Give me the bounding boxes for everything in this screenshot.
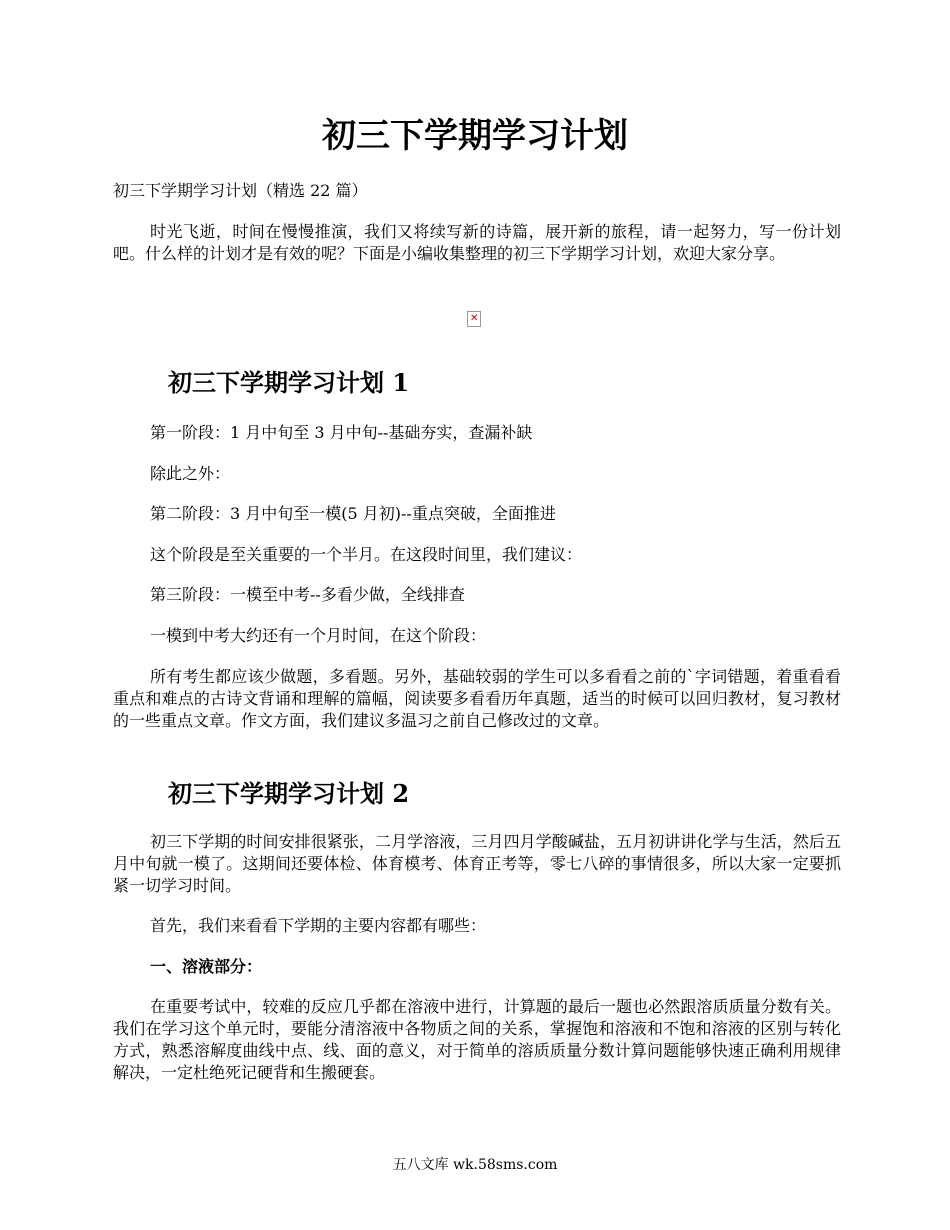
- section1-line-1: 第一阶段：1 月中旬至 3 月中旬--基础夯实，查漏补缺: [150, 423, 533, 442]
- page-footer: 五八文库 wk.58sms.com: [392, 1157, 558, 1173]
- intro-paragraph: 时光飞逝，时间在慢慢推演，我们又将续写新的诗篇，展开新的旅程，请一起努力，写一份计划吧。什么样的计划才是有效的呢？下面是小编收集整理的初三下学期学习计划，欢迎大家分享。: [113, 222, 841, 263]
- section1-line-2: 除此之外：: [150, 464, 231, 483]
- section1-line-6: 一模到中考大约还有一个月时间，在这个阶段：: [150, 626, 487, 645]
- section1-line-4: 这个阶段是至关重要的一个半月。在这段时间里，我们建议：: [150, 545, 583, 564]
- section2-paragraph-1: 初三下学期的时间安排很紧张，二月学溶液，三月四月学酸碱盐，五月初讲讲化学与生活，然后五月中旬就一模了。这期间还要体检、体育模考、体育正考等，零七八碎的事情很多，所以大家一定要抓紧一切学习时间。: [113, 832, 841, 895]
- section1-line-3: 第二阶段：3 月中旬至一模(5 月初)--重点突破，全面推进: [150, 504, 556, 523]
- section1-line-5: 第三阶段：一模至中考--多看少做，全线排查: [150, 585, 465, 604]
- section1-paragraph: 所有考生都应该少做题，多看题。另外，基础较弱的学生可以多看看之前的`字词错题，着重看看重点和难点的古诗文背诵和理解的篇幅，阅读要多看看历年真题，适当的时候可以回归教材，复习教材的一些重点文章。作文方面，我们建议多温习之前自己修改过的文章。: [113, 667, 841, 730]
- broken-image-icon: ✕: [467, 311, 481, 327]
- section1-heading: 初三下学期学习计划 1: [168, 368, 410, 397]
- section2-line-1: 首先，我们来看看下学期的主要内容都有哪些：: [150, 916, 487, 935]
- section2-paragraph-2: 在重要考试中，较难的反应几乎都在溶液中进行，计算题的最后一题也必然跟溶质质量分数有关。我们在学习这个单元时，要能分清溶液中各物质之间的关系，掌握饱和溶液和不饱和溶液的区别与转化方式，熟悉溶解度曲线中点、线、面的意义，对于简单的溶质质量分数计算问题能够快速正确利用规律解决，一定杜绝死记硬背和生搬硬套。: [113, 997, 841, 1082]
- section2-subheading: 一、溶液部分：: [150, 957, 263, 976]
- document-subtitle: 初三下学期学习计划（精选 22 篇）: [113, 181, 368, 200]
- section2-heading: 初三下学期学习计划 2: [168, 779, 410, 808]
- document-title: 初三下学期学习计划: [322, 116, 628, 156]
